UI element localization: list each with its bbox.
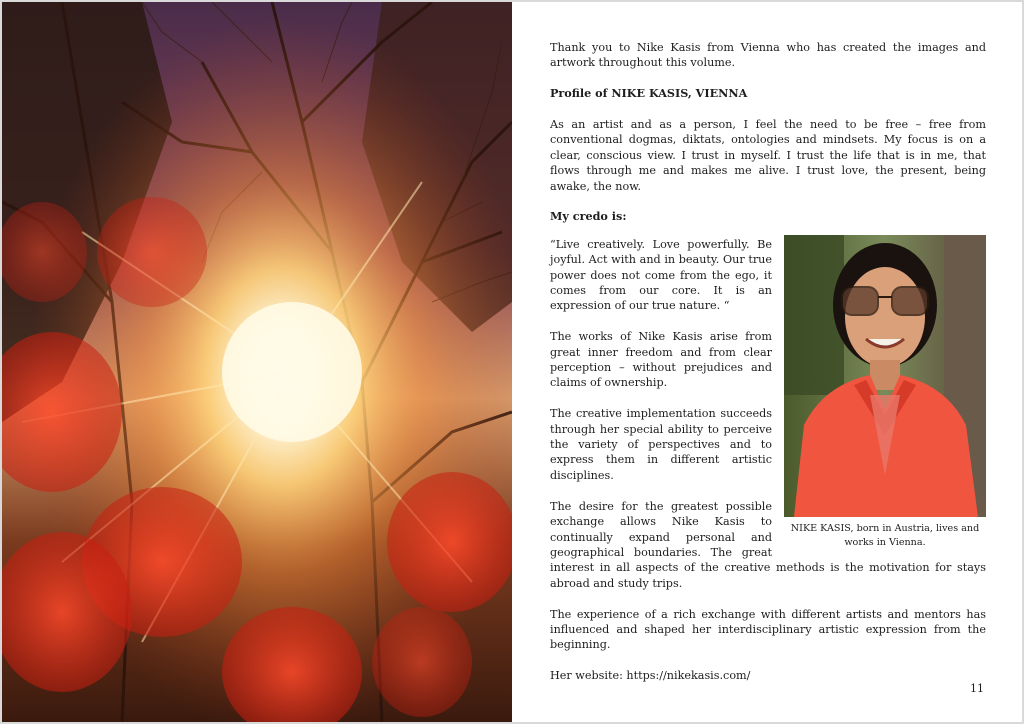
implementation-paragraph: The creative implementation succeeds through her special ability to perceive the variety of perspectives and to express them in different artistic disciplines. — [550, 407, 772, 482]
credo-quote: “Live creatively. Love powerfully. Be joyful. Act with and in beauty. Our true power does not come from the ego, it comes from our core. It is an expression of our true nature. “ — [550, 237, 772, 313]
experience-paragraph: The experience of a rich exchange with different artists and mentors has influenced and shaped her interdisciplinary artistic expression from the beginning. — [550, 607, 986, 652]
portrait-caption: NIKE KASIS, born in Austria, lives and works in Vienna. — [790, 522, 980, 548]
profile-heading: Profile of NIKE KASIS, VIENNA — [550, 86, 748, 101]
works-paragraph: The works of Nike Kasis arise from great inner freedom and from clear perception – without prejudices and claims of ownership. — [550, 330, 772, 390]
portrait-photo — [784, 235, 986, 517]
intro-paragraph: Thank you to Nike Kasis from Vienna who has created the images and artwork throughout this volume. — [550, 41, 986, 70]
profile-paragraph: As an artist and as a person, I feel the need to be free – free from conventional dogmas, diktats, ontologies and mindsets. My focus is on a clear, conscious view. I trust in myself. I trust the life that is in me, that flows through me and makes me alive. I trust love, the present, being awake, the now. — [550, 118, 986, 193]
credo-heading: My credo is: — [550, 209, 627, 224]
sunburst-trees-image — [2, 2, 512, 722]
right-page — [512, 2, 1022, 722]
page-text-column — [550, 40, 986, 699]
page-number: 11 — [970, 682, 984, 695]
website-line[interactable]: Her website: https://nikekasis.com/ — [550, 669, 751, 683]
left-page-photo — [2, 2, 512, 722]
portrait-figure — [784, 235, 986, 550]
desire-paragraph: The desire for the greatest possible exchange allows Nike Kasis to continually expand personal and geographical boundaries. The great interest in all aspects of the creative methods is the motivation for stays abroad and study trips. — [550, 499, 986, 590]
